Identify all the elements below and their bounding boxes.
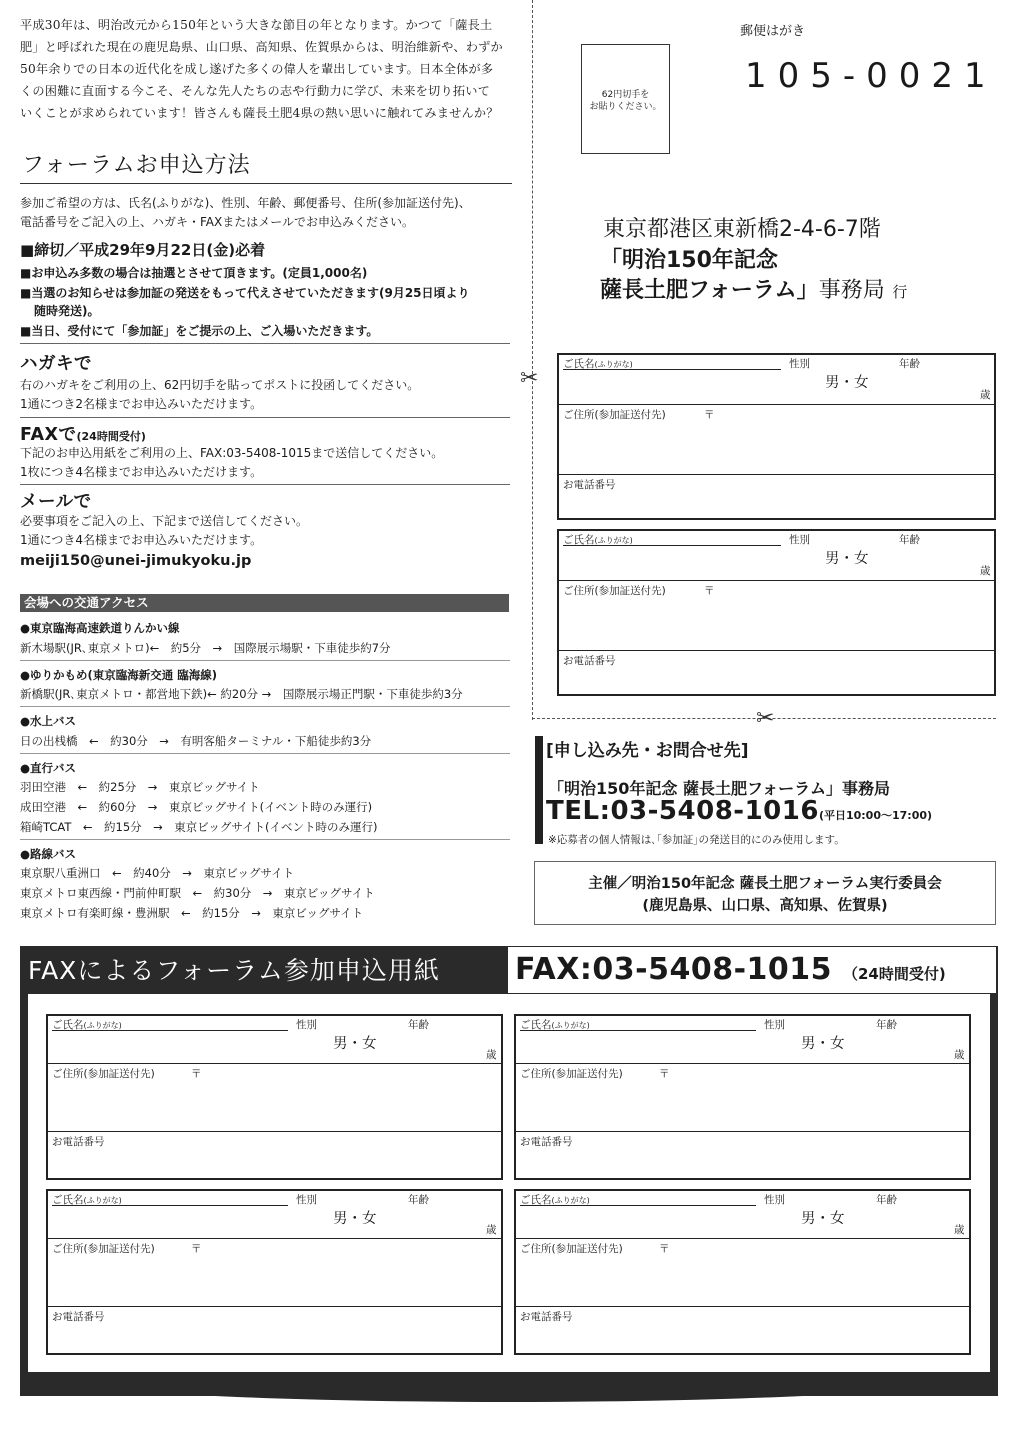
mail-method-2: 1通につき4名様までお申込みいただけます。 [20, 533, 263, 547]
age-label: 年齢 [408, 1194, 429, 1206]
sex-label: 性別 [296, 1194, 317, 1206]
furigana-label: (ふりがな) [551, 1021, 590, 1030]
phone-row[interactable] [516, 1307, 969, 1353]
fax-method-title [20, 421, 146, 446]
host-prefectures: (鹿児島県、山口県、高知県、佐賀県) [642, 898, 888, 914]
age-unit: 歳 [486, 1049, 497, 1061]
stamp-box [581, 44, 670, 154]
furigana-label: (ふりがな) [83, 1021, 122, 1030]
recipient-address: 東京都港区東新橋2-4-6-7階 [603, 217, 881, 242]
mail-method-title: メールで [20, 492, 92, 512]
access-line: 成田空港 ← 約60分 → 東京ビッグサイト(イベント時のみ運行) [20, 800, 373, 814]
zip-mark: 〒 [704, 585, 715, 597]
recipient-name-line: 「明治150年記念 [600, 248, 778, 273]
fax-hours: （24時間受付) [843, 965, 946, 983]
access-line: 東京駅八重洲口 ← 約40分 → 東京ビッグサイト [20, 866, 295, 880]
furigana-line [52, 1205, 288, 1206]
name-label: ご氏名 [520, 1019, 552, 1031]
divider [20, 417, 510, 418]
furigana-line [52, 1030, 288, 1031]
phone-label: お電話番号 [520, 1136, 573, 1148]
intro-line: 肥」と呼ばれた現在の鹿児島県、山口県、高知県、佐賀県からは、明治維新や、わずか [20, 40, 503, 54]
furigana-label: (ふりがな) [594, 360, 633, 369]
name-row[interactable] [48, 1191, 501, 1239]
fax-entry-4 [514, 1189, 971, 1355]
age-label: 年齢 [876, 1194, 897, 1206]
divider [20, 839, 510, 840]
access-line: 羽田空港 ← 約25分 → 東京ビッグサイト [20, 780, 260, 794]
phone-label: お電話番号 [52, 1311, 105, 1323]
age-label: 年齢 [899, 534, 920, 546]
howto-desc-2: 電話番号をご記入の上、ハガキ・FAXまたはメールでお申込みください。 [20, 215, 414, 229]
access-head: ●路線バス [20, 847, 77, 861]
age-label: 年齢 [876, 1019, 897, 1031]
address-label: ご住所(参加証送付先) [563, 409, 666, 421]
divider [20, 753, 510, 754]
address-label: ご住所(参加証送付先) [520, 1243, 623, 1255]
phone-label: お電話番号 [563, 655, 616, 667]
fax-method-hours: (24時間受付) [76, 430, 146, 443]
zip-mark: 〒 [704, 409, 715, 421]
contact-org: 「明治150年記念 薩長土肥フォーラム」事務局 [548, 779, 891, 798]
fax-entry-2 [514, 1014, 971, 1180]
access-line: 東京メトロ有楽町線・豊洲駅 ← 約15分 → 東京ビッグサイト [20, 906, 364, 920]
zip-mark: 〒 [659, 1243, 670, 1255]
name-row[interactable] [559, 531, 994, 581]
intro-line: くの困難に直面する今こそ、そんな先人たちの志や行動力に学び、未来を切り拓いて [20, 84, 490, 98]
divider [20, 660, 510, 661]
fax-method-1: 下記のお申込用紙をご利用の上、FAX:03-5408-1015まで送信してください。 [20, 446, 444, 460]
sex-label: 性別 [789, 534, 810, 546]
furigana-line [563, 369, 781, 370]
mail-method-1: 必要事項をご記入の上、下記まで送信してください。 [20, 514, 309, 528]
privacy-note: ※応募者の個人情報は､｢参加証｣の発送目的にのみ使用します。 [548, 834, 845, 846]
deadline: ■締切／平成29年9月22日(金)必着 [20, 241, 266, 259]
recipient-suffix: 行 [892, 283, 908, 301]
note-notification-cont: 随時発送)。 [34, 304, 100, 318]
name-label: ご氏名 [563, 534, 595, 546]
stamp-text: お貼りください。 [589, 102, 662, 112]
postcard-form-2 [557, 529, 996, 696]
age-unit: 歳 [486, 1224, 497, 1236]
name-row[interactable] [559, 355, 994, 405]
address-row[interactable] [48, 1064, 501, 1132]
age-label: 年齢 [899, 358, 920, 370]
address-row[interactable] [559, 405, 994, 475]
fax-number-text[interactable]: FAX:03-5408-1015 [515, 952, 833, 987]
furigana-line [520, 1030, 756, 1031]
address-label: ご住所(参加証送付先) [520, 1068, 623, 1080]
name-label: ご氏名 [563, 358, 595, 370]
fax-form-bottom [20, 1372, 998, 1402]
note-lottery: ■お申込み多数の場合は抽選とさせて頂きます。(定員1,000名) [20, 266, 368, 280]
access-line: 箱崎TCAT ← 約15分 → 東京ビッグサイト(イベント時のみ運行) [20, 820, 378, 834]
fax-form-title: FAXによるフォーラム参加申込用紙 [28, 956, 440, 985]
note-notification: ■当選のお知らせは参加証の発送をもって代えさせていただきます(9月25日頃より [20, 286, 470, 300]
access-title: 会場への交通アクセス [20, 594, 509, 612]
age-label: 年齢 [408, 1019, 429, 1031]
age-unit: 歳 [954, 1224, 965, 1236]
access-line: 日の出桟橋 ← 約30分 → 有明客船ターミナル・下船徒歩約3分 [20, 734, 372, 748]
furigana-label: (ふりがな) [83, 1196, 122, 1205]
access-head: ●水上バス [20, 714, 77, 728]
sex-options[interactable]: 男・女 [801, 1211, 845, 1227]
address-label: ご住所(参加証送付先) [563, 585, 666, 597]
recipient-name [600, 246, 907, 307]
fax-method-2: 1枚につき4名様までお申込みいただけます。 [20, 465, 263, 479]
contact-heading: [申し込み先・お問合せ先] [546, 741, 749, 761]
recipient-name-line: 薩長土肥フォーラム」 [600, 278, 819, 303]
sex-options[interactable]: 男・女 [333, 1036, 377, 1052]
postcard-method-2: 1通につき2名様までお申込みいただけます。 [20, 397, 263, 411]
access-head: ●東京臨海高速鉄道りんかい線 [20, 621, 180, 635]
intro-line: 50年余りでの日本の近代化を成し遂げた多くの偉人を輩出しています。日本全体が多 [20, 62, 494, 76]
address-row[interactable] [559, 581, 994, 651]
address-label: ご住所(参加証送付先) [52, 1243, 155, 1255]
address-row[interactable] [48, 1239, 501, 1307]
phone-label: お電話番号 [520, 1311, 573, 1323]
furigana-line [520, 1205, 756, 1206]
sex-options[interactable]: 男・女 [825, 375, 869, 391]
scissors-icon: ✂ [520, 366, 539, 391]
name-label: ご氏名 [520, 1194, 552, 1206]
intro-line: いくことが求められています！皆さんも薩長土肥4県の熱い思いに触れてみませんか？ [20, 106, 499, 120]
name-row[interactable] [48, 1016, 501, 1064]
sex-options[interactable]: 男・女 [333, 1211, 377, 1227]
sex-label: 性別 [789, 358, 810, 370]
divider [20, 343, 510, 344]
age-unit: 歳 [954, 1049, 965, 1061]
recipient-office: 事務局 [818, 278, 885, 303]
name-label: ご氏名 [52, 1194, 84, 1206]
phone-row[interactable] [559, 651, 994, 694]
divider [20, 484, 510, 485]
tel-hours: (平日10:00〜17:00) [818, 809, 933, 822]
fax-number [508, 947, 996, 993]
sex-options[interactable]: 男・女 [825, 551, 869, 567]
fax-entry-1 [46, 1014, 503, 1180]
phone-row[interactable] [559, 475, 994, 518]
furigana-label: (ふりがな) [594, 536, 633, 545]
postcard-method-title: ハガキで [20, 354, 92, 374]
access-head: ●ゆりかもめ(東京臨海新交通 臨海線) [20, 668, 218, 682]
access-line: 新木場駅(JR､東京メトロ)← 約5分 → 国際展示場駅・下車徒歩約7分 [20, 641, 391, 655]
intro-text [20, 14, 510, 124]
host-box [534, 861, 996, 925]
access-head: ●直行バス [20, 761, 77, 775]
intro-line: 平成30年は、明治改元から150年という大きな節目の年となります。かつて「薩長土 [20, 18, 493, 32]
postcard-form-1 [557, 353, 996, 520]
divider [20, 706, 510, 707]
fax-entry-3 [46, 1189, 503, 1355]
access-line: 東京メトロ東西線・門前仲町駅 ← 約30分 → 東京ビッグサイト [20, 886, 375, 900]
phone-label: お電話番号 [563, 479, 616, 491]
name-row[interactable] [516, 1016, 969, 1064]
sex-options[interactable]: 男・女 [801, 1036, 845, 1052]
stamp-text: 62円切手を [601, 90, 650, 100]
tel-number[interactable]: TEL:03-5408-1016 [546, 796, 819, 826]
phone-label: お電話番号 [52, 1136, 105, 1148]
mail-address[interactable]: meiji150@unei-jimukyoku.jp [20, 553, 252, 569]
note-entry: ■当日、受付にて「参加証」をご提示の上、ご入場いただきます。 [20, 324, 379, 338]
host-name: 主催／明治150年記念 薩長土肥フォーラム実行委員会 [588, 876, 942, 892]
access-line: 新橋駅(JR､東京メトロ・都営地下鉄)← 約20分 → 国際展示場正門駅・下車徒歩約3分 [20, 687, 463, 701]
name-row[interactable] [516, 1191, 969, 1239]
scissors-icon: ✂ [756, 706, 775, 731]
howto-desc-1: 参加ご希望の方は、氏名(ふりがな)、性別、年齢、郵便番号、住所(参加証送付先)、 [20, 196, 471, 210]
zip-mark: 〒 [191, 1243, 202, 1255]
sex-label: 性別 [296, 1019, 317, 1031]
phone-row[interactable] [48, 1132, 501, 1178]
address-row[interactable] [516, 1239, 969, 1307]
zip-mark: 〒 [191, 1068, 202, 1080]
howto-title: フォーラムお申込方法 [20, 148, 512, 184]
sex-label: 性別 [764, 1019, 785, 1031]
postal-code: 105-0021 [745, 56, 997, 96]
age-unit: 歳 [980, 565, 991, 577]
zip-mark: 〒 [659, 1068, 670, 1080]
furigana-label: (ふりがな) [551, 1196, 590, 1205]
sex-label: 性別 [764, 1194, 785, 1206]
postcard-method-1: 右のハガキをご利用の上、62円切手を貼ってポストに投函してください。 [20, 378, 420, 392]
age-unit: 歳 [980, 389, 991, 401]
address-label: ご住所(参加証送付先) [52, 1068, 155, 1080]
address-row[interactable] [516, 1064, 969, 1132]
phone-row[interactable] [516, 1132, 969, 1178]
fax-method-title-text: FAXで [20, 425, 77, 445]
phone-row[interactable] [48, 1307, 501, 1353]
contact-tel [546, 796, 932, 826]
contact-accent-bar [535, 736, 543, 844]
name-label: ご氏名 [52, 1019, 84, 1031]
furigana-line [563, 545, 781, 546]
postcard-label: 郵便はがき [740, 24, 806, 39]
cut-line-vertical [532, 0, 533, 720]
